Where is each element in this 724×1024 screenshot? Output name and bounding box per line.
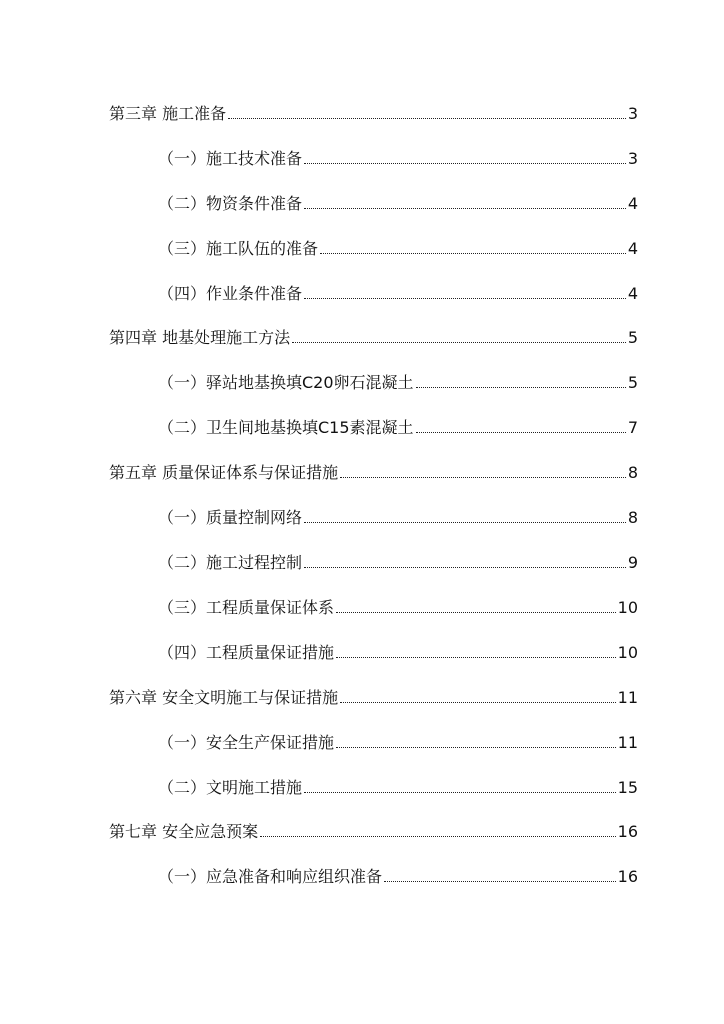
- toc-entry-title: （一）应急准备和响应组织准备: [158, 867, 383, 886]
- toc-section[interactable]: [158, 280, 638, 304]
- toc-section[interactable]: [158, 774, 638, 798]
- dot-leader: [336, 657, 616, 658]
- toc-entry-page: 16: [617, 867, 638, 886]
- toc-entry-page: 3: [627, 104, 638, 123]
- toc-entry-page: 10: [617, 598, 638, 617]
- toc-entry-title: （三）施工队伍的准备: [158, 239, 319, 258]
- toc-entry-page: 7: [627, 418, 638, 437]
- toc-chapter-5[interactable]: [109, 459, 638, 483]
- toc-section[interactable]: [158, 594, 638, 618]
- toc-section[interactable]: [158, 639, 638, 663]
- toc-entry-page: 11: [617, 688, 638, 707]
- dot-leader: [304, 298, 626, 299]
- dot-leader: [260, 836, 616, 837]
- dot-leader: [340, 477, 626, 478]
- dot-leader: [304, 522, 626, 523]
- toc-entry-title: 第三章 施工准备: [109, 104, 227, 123]
- dot-leader: [340, 702, 616, 703]
- dot-leader: [336, 747, 616, 748]
- toc-chapter-4[interactable]: [109, 324, 638, 348]
- dot-leader: [304, 792, 616, 793]
- toc-entry-page: 4: [627, 284, 638, 303]
- toc-entry-title: （一）质量控制网络: [158, 508, 303, 527]
- toc-entry-title: （四）工程质量保证措施: [158, 643, 335, 662]
- toc-entry-title: 第六章 安全文明施工与保证措施: [109, 688, 339, 707]
- toc-entry-page: 16: [617, 822, 638, 841]
- toc-entry-page: 5: [627, 328, 638, 347]
- toc-section[interactable]: [158, 863, 638, 887]
- toc-entry-title: 第五章 质量保证体系与保证措施: [109, 463, 339, 482]
- toc-entry-page: 11: [617, 733, 638, 752]
- dot-leader: [304, 567, 626, 568]
- toc-entry-page: 8: [627, 508, 638, 527]
- toc-entry-title: （一）安全生产保证措施: [158, 733, 335, 752]
- toc-entry-page: 15: [617, 778, 638, 797]
- dot-leader: [384, 881, 616, 882]
- dot-leader: [228, 118, 626, 119]
- dot-leader: [336, 612, 616, 613]
- toc-chapter-7[interactable]: [109, 818, 638, 842]
- toc-section[interactable]: [158, 504, 638, 528]
- toc-entry-title: （二）卫生间地基换填C15素混凝土: [158, 418, 414, 437]
- toc-section[interactable]: [158, 369, 638, 393]
- toc-entry-title: （四）作业条件准备: [158, 284, 303, 303]
- toc-entry-title: （二）文明施工措施: [158, 778, 303, 797]
- toc-entry-title: （二）施工过程控制: [158, 553, 303, 572]
- toc-entry-page: 4: [627, 239, 638, 258]
- dot-leader: [416, 432, 626, 433]
- toc-chapter-6[interactable]: [109, 684, 638, 708]
- dot-leader: [416, 387, 626, 388]
- toc-section[interactable]: [158, 414, 638, 438]
- toc-entry-title: （一）驿站地基换填C20卵石混凝土: [158, 373, 414, 392]
- toc-entry-page: 9: [627, 553, 638, 572]
- toc-entry-title: 第四章 地基处理施工方法: [109, 328, 291, 347]
- toc-entry-page: 4: [627, 194, 638, 213]
- dot-leader: [320, 253, 626, 254]
- toc-section[interactable]: [158, 729, 638, 753]
- dot-leader: [304, 163, 626, 164]
- toc-section[interactable]: [158, 190, 638, 214]
- toc-entry-page: 10: [617, 643, 638, 662]
- toc-entry-title: （二）物资条件准备: [158, 194, 303, 213]
- toc-entry-page: 5: [627, 373, 638, 392]
- toc-section[interactable]: [158, 145, 638, 169]
- dot-leader: [292, 342, 626, 343]
- toc-section[interactable]: [158, 549, 638, 573]
- toc-entry-title: （三）工程质量保证体系: [158, 598, 335, 617]
- toc-entry-title: 第七章 安全应急预案: [109, 822, 259, 841]
- toc-entry-page: 8: [627, 463, 638, 482]
- toc-chapter-3[interactable]: [109, 100, 638, 124]
- dot-leader: [304, 208, 626, 209]
- toc-entry-page: 3: [627, 149, 638, 168]
- toc-entry-title: （一）施工技术准备: [158, 149, 303, 168]
- toc-section[interactable]: [158, 235, 638, 259]
